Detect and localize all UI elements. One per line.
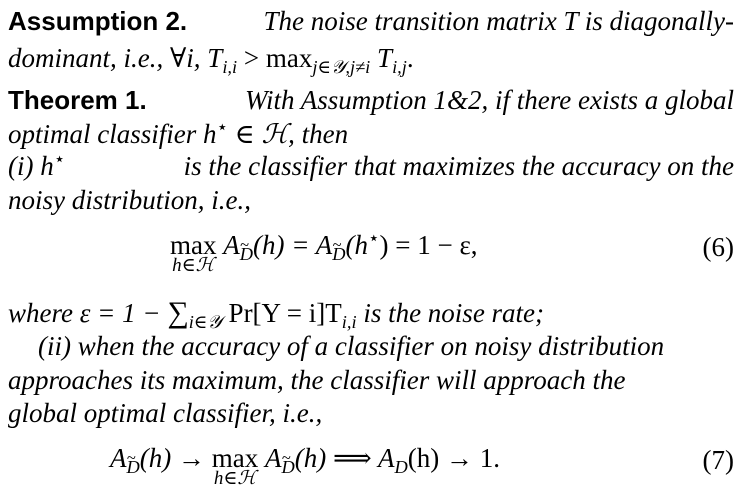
equation-6-max: max h∈ℋ (170, 230, 217, 276)
equation-6 (8, 227, 734, 282)
equation-7 (8, 445, 734, 495)
equation-7-number: (7) (702, 445, 734, 475)
equation-7-max: max h∈ℋ (211, 443, 259, 489)
equation-7-body: $A_D(h) \to \max$ h∈ℋ $A_D(h)$ ⟹ $A_D(h) \to 1$. (110, 443, 500, 489)
assumption-line-2: dominant, i.e., ∀i, $T_{i,i} > \max_{j\in 𝒴,j\ne i} T_{i,j}$. (8, 43, 414, 77)
assumption-text-1: The noise transition matrix T is diagonally- (263, 6, 734, 36)
theorem-part-2-line-1: (ii) when the accuracy of a classifier on noisy distribution (38, 331, 665, 361)
theorem-line-1: Theorem 1. With Assumption 1&2, if there exists a global (8, 85, 734, 115)
theorem-part-2-line-3: global optimal classifier, i.e., (8, 398, 323, 428)
assumption-line-1 (8, 8, 734, 35)
theorem-part-2-line-2: approaches its maximum, the classifier will approach the (8, 365, 626, 395)
assumption-heading: Assumption 2. (8, 6, 188, 36)
equation-6-number: (6) (702, 232, 734, 262)
theorem-part-1-line-1: (i) h⋆ is the classifier that maximizes the accuracy on the (8, 148, 734, 181)
theorem-part-1-line-2: noisy distribution, i.e., (8, 185, 251, 215)
theorem-heading: Theorem 1. (8, 85, 147, 115)
equation-6-body: max h∈ℋ $A_D(h) = A_D(h^⋆) = 1 - \varepsilon$, (170, 227, 478, 276)
noise-rate-line: where $\varepsilon = 1 - \sum_{i\in 𝒴}$ $Pr[Y = i]T_{i,i}$ is the noise rate; (8, 296, 545, 332)
theorem-line-2: optimal classifier h⋆ ∈ ℋ, then (8, 116, 349, 149)
